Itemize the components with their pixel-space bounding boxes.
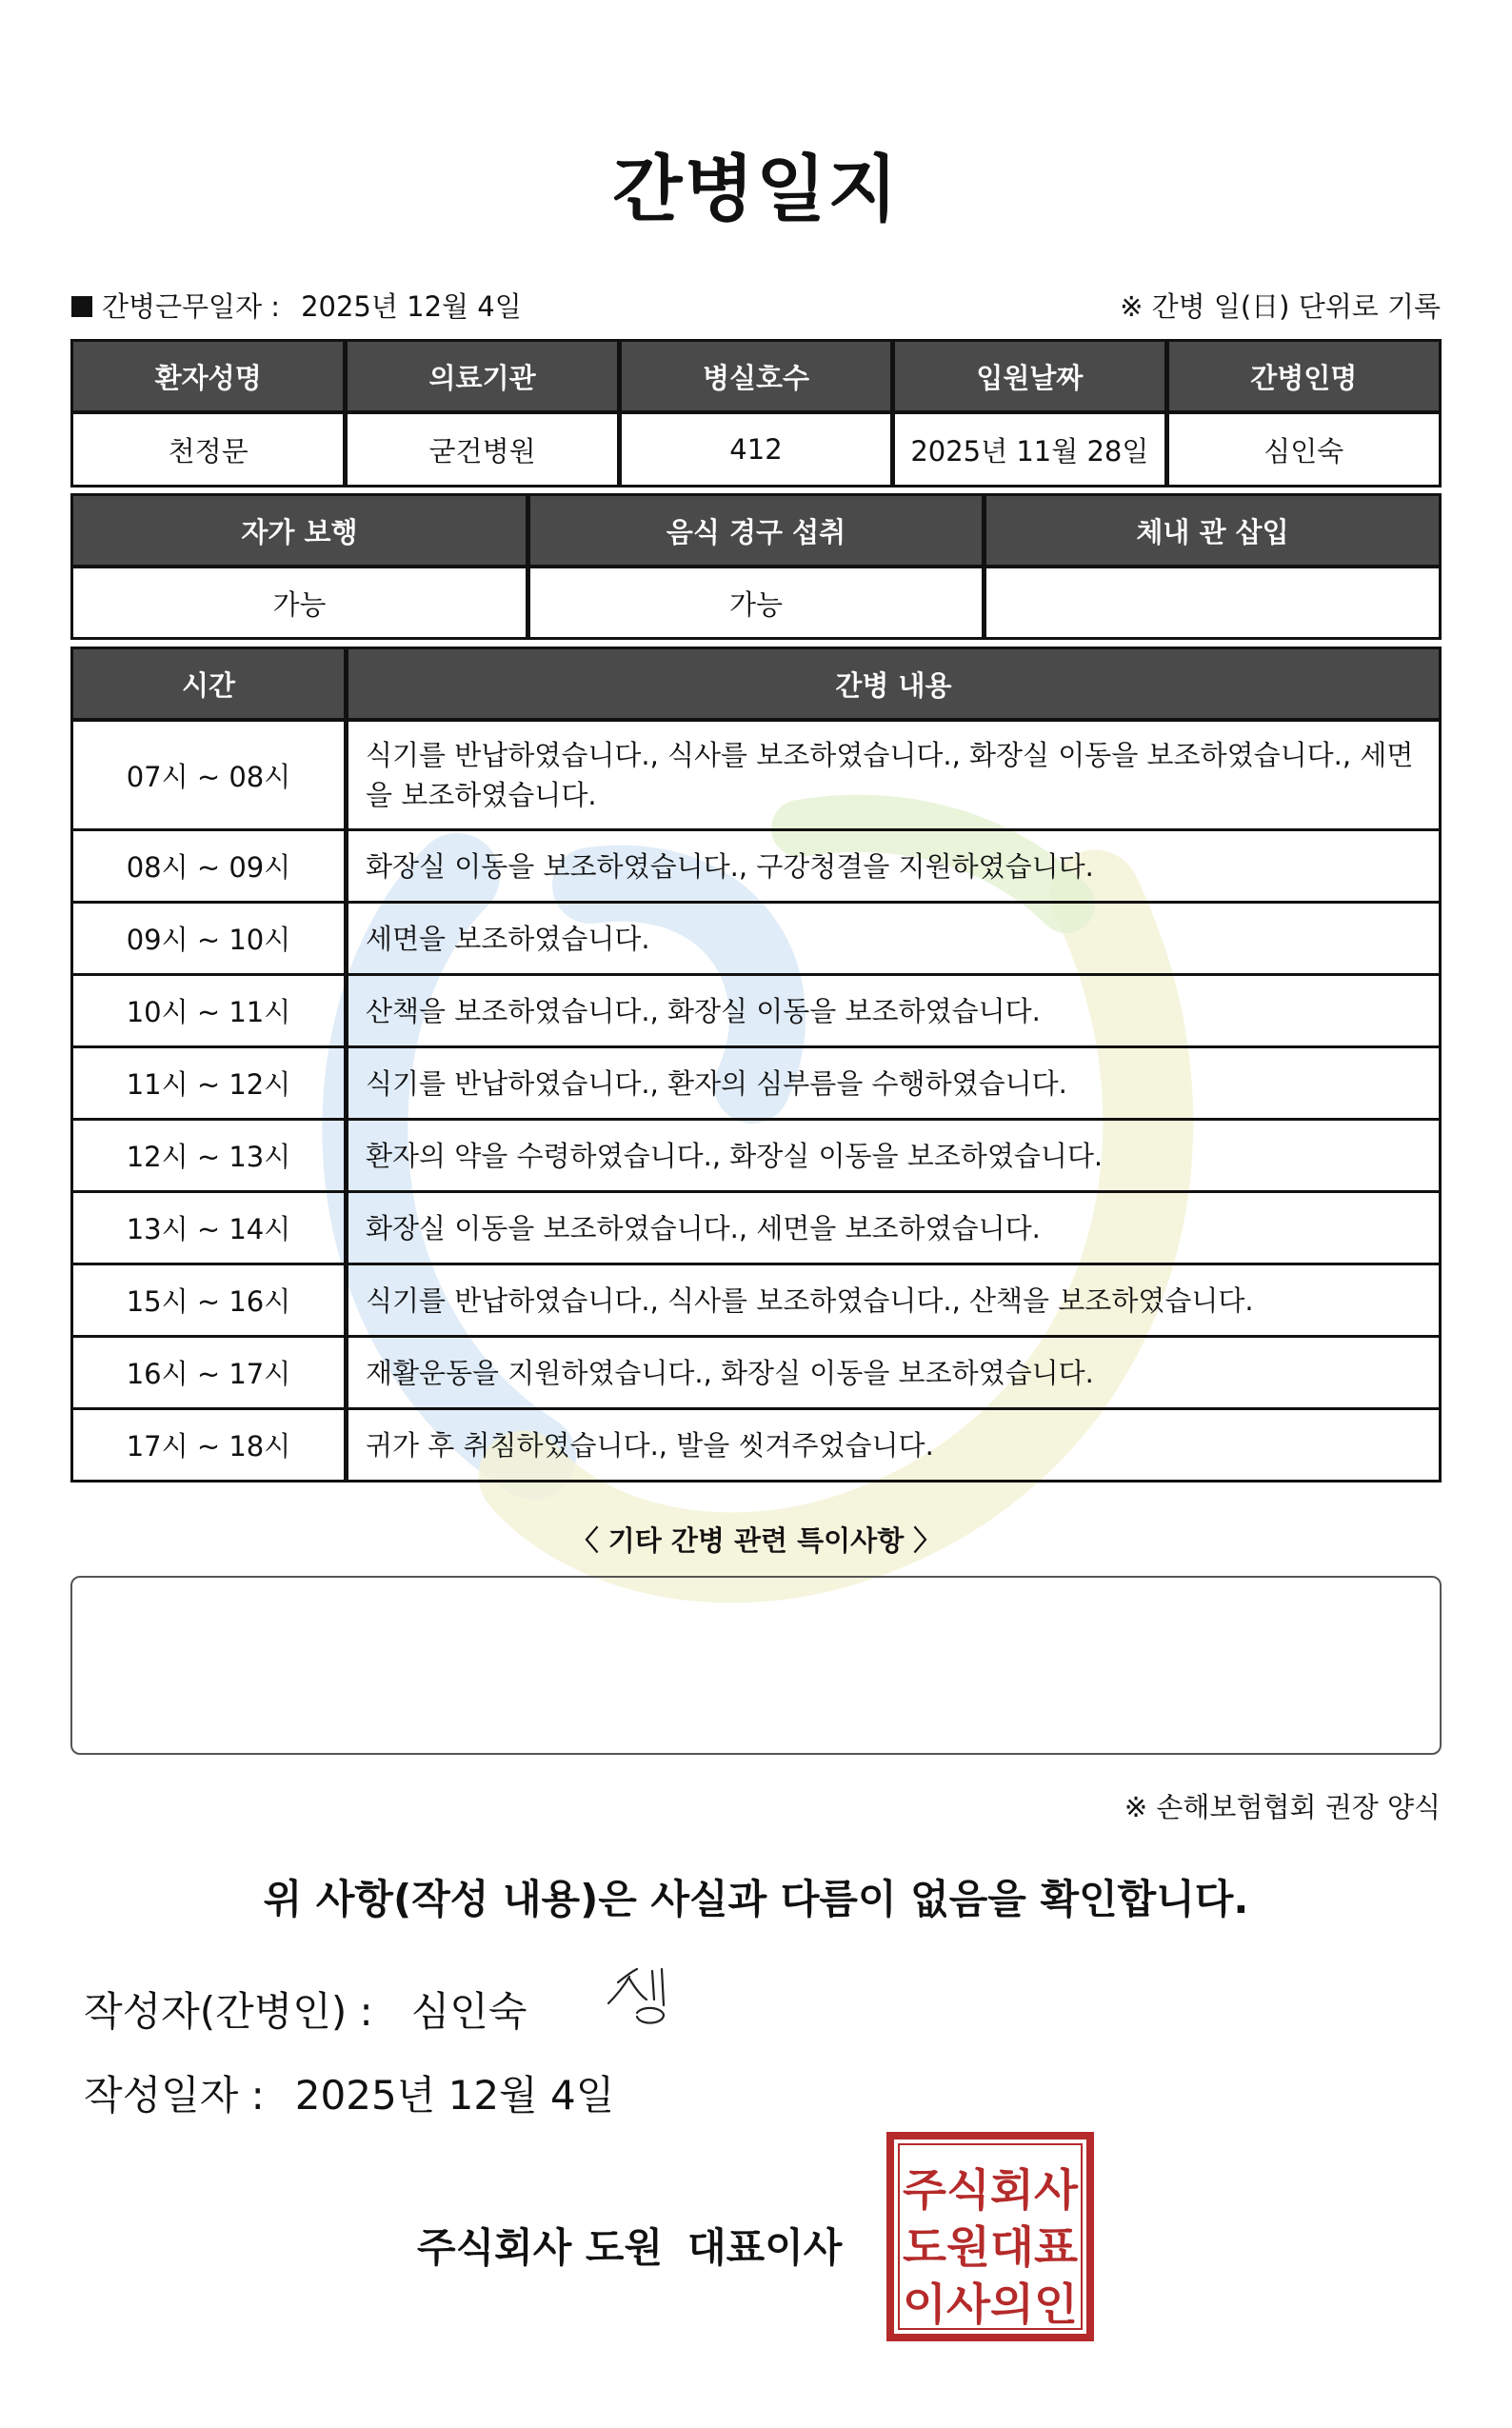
time-slot: 12시 ~ 13시 (72, 1120, 347, 1192)
tube-insertion-value (985, 567, 1441, 639)
company-signature-line (417, 2217, 842, 2274)
confirmation-statement: 위 사항(작성 내용)은 사실과 다름이 없음을 확인합니다. (263, 1876, 1249, 1922)
write-date-value: 2025년 12월 4일 (294, 2072, 615, 2119)
care-content: 식기를 반납하였습니다., 식사를 보조하였습니다., 산책을 보조하였습니다. (347, 1264, 1441, 1337)
time-slot: 08시 ~ 09시 (72, 830, 347, 903)
header-room-number: 병실호수 (619, 341, 892, 413)
care-content: 재활운동을 지원하였습니다., 화장실 이동을 보조하였습니다. (347, 1337, 1441, 1409)
header-care-content: 간병 내용 (347, 648, 1441, 721)
table-row (72, 1337, 1441, 1409)
header-time: 시간 (72, 648, 347, 721)
svg-text:이사의인: 이사의인 (903, 2279, 1078, 2330)
oral-intake-value: 가능 (528, 567, 985, 639)
time-slot: 10시 ~ 11시 (72, 975, 347, 1047)
room-number: 412 (619, 412, 892, 487)
time-slot: 17시 ~ 18시 (72, 1409, 347, 1482)
header-self-walking: 자가 보행 (72, 495, 528, 567)
table-row (72, 720, 1441, 830)
self-walking-value: 가능 (72, 567, 528, 639)
table-row (72, 903, 1441, 975)
time-slot: 09시 ~ 10시 (72, 903, 347, 975)
header-oral-intake: 음식 경구 섭취 (528, 495, 985, 567)
table-row (72, 1120, 1441, 1192)
table-row (72, 1047, 1441, 1120)
svg-text:도원대표: 도원대표 (903, 2221, 1079, 2273)
care-content: 화장실 이동을 보조하였습니다., 세면을 보조하였습니다. (347, 1192, 1441, 1264)
table-row (72, 1192, 1441, 1264)
handwritten-signature (605, 1961, 681, 2030)
care-date-value: 2025년 12월 4일 (301, 290, 522, 323)
representative-title: 대표이사 (687, 2224, 843, 2271)
caregiver-name: 심인숙 (1166, 412, 1440, 487)
write-date-label: 작성일자 : (84, 2072, 265, 2119)
table-row (72, 1264, 1441, 1337)
form-source-note: ※ 손해보험협회 권장 양식 (1124, 1791, 1441, 1823)
admission-date: 2025년 11월 28일 (893, 412, 1166, 487)
header-admission-date: 입원날짜 (893, 341, 1166, 413)
patient-name: 천정문 (72, 412, 346, 487)
care-date-label: 간병근무일자 : (102, 290, 281, 323)
special-notes-title: 〈 기타 간병 관련 특이사항 〉 (570, 1524, 942, 1557)
care-log-table (70, 647, 1442, 1483)
patient-info-table (70, 339, 1442, 488)
writer-label: 작성자(간병인) : (84, 1988, 373, 2035)
care-content: 세면을 보조하였습니다. (347, 903, 1441, 975)
header-patient-name: 환자성명 (72, 341, 346, 413)
write-date-line (84, 2064, 614, 2121)
hospital-name: 굳건병원 (346, 412, 619, 487)
care-content: 식기를 반납하였습니다., 환자의 심부름을 수행하였습니다. (347, 1047, 1441, 1120)
care-content: 식기를 반납하였습니다., 식사를 보조하였습니다., 화장실 이동을 보조하였습니다., 세면을 보조하였습니다. (347, 720, 1441, 830)
header-hospital: 의료기관 (346, 341, 619, 413)
care-content: 귀가 후 취침하였습니다., 발을 씻겨주었습니다. (347, 1409, 1441, 1482)
table-row (72, 975, 1441, 1047)
care-content: 화장실 이동을 보조하였습니다., 구강청결을 지원하였습니다. (347, 830, 1441, 903)
table-row (72, 830, 1441, 903)
time-slot: 13시 ~ 14시 (72, 1192, 347, 1264)
care-date-line (71, 286, 522, 325)
company-name: 주식회사 도원 (417, 2224, 664, 2271)
square-bullet-icon (71, 296, 92, 317)
patient-status-table (70, 493, 1442, 640)
time-slot: 16시 ~ 17시 (72, 1337, 347, 1409)
writer-line (84, 1980, 527, 2038)
header-caregiver-name: 간병인명 (1166, 341, 1440, 413)
time-slot: 15시 ~ 16시 (72, 1264, 347, 1337)
company-seal-stamp (885, 2131, 1095, 2342)
document-title: 간병일지 (612, 147, 900, 231)
special-notes-box (70, 1576, 1442, 1755)
table-row (72, 1409, 1441, 1482)
record-unit-note: ※ 간병 일(日) 단위로 기록 (1120, 290, 1441, 323)
writer-name: 심인숙 (410, 1988, 527, 2035)
care-content: 환자의 약을 수령하였습니다., 화장실 이동을 보조하였습니다. (347, 1120, 1441, 1192)
time-slot: 11시 ~ 12시 (72, 1047, 347, 1120)
header-tube-insertion: 체내 관 삽입 (985, 495, 1441, 567)
time-slot: 07시 ~ 08시 (72, 720, 347, 830)
care-content: 산책을 보조하였습니다., 화장실 이동을 보조하였습니다. (347, 975, 1441, 1047)
svg-text:주식회사: 주식회사 (903, 2164, 1079, 2216)
